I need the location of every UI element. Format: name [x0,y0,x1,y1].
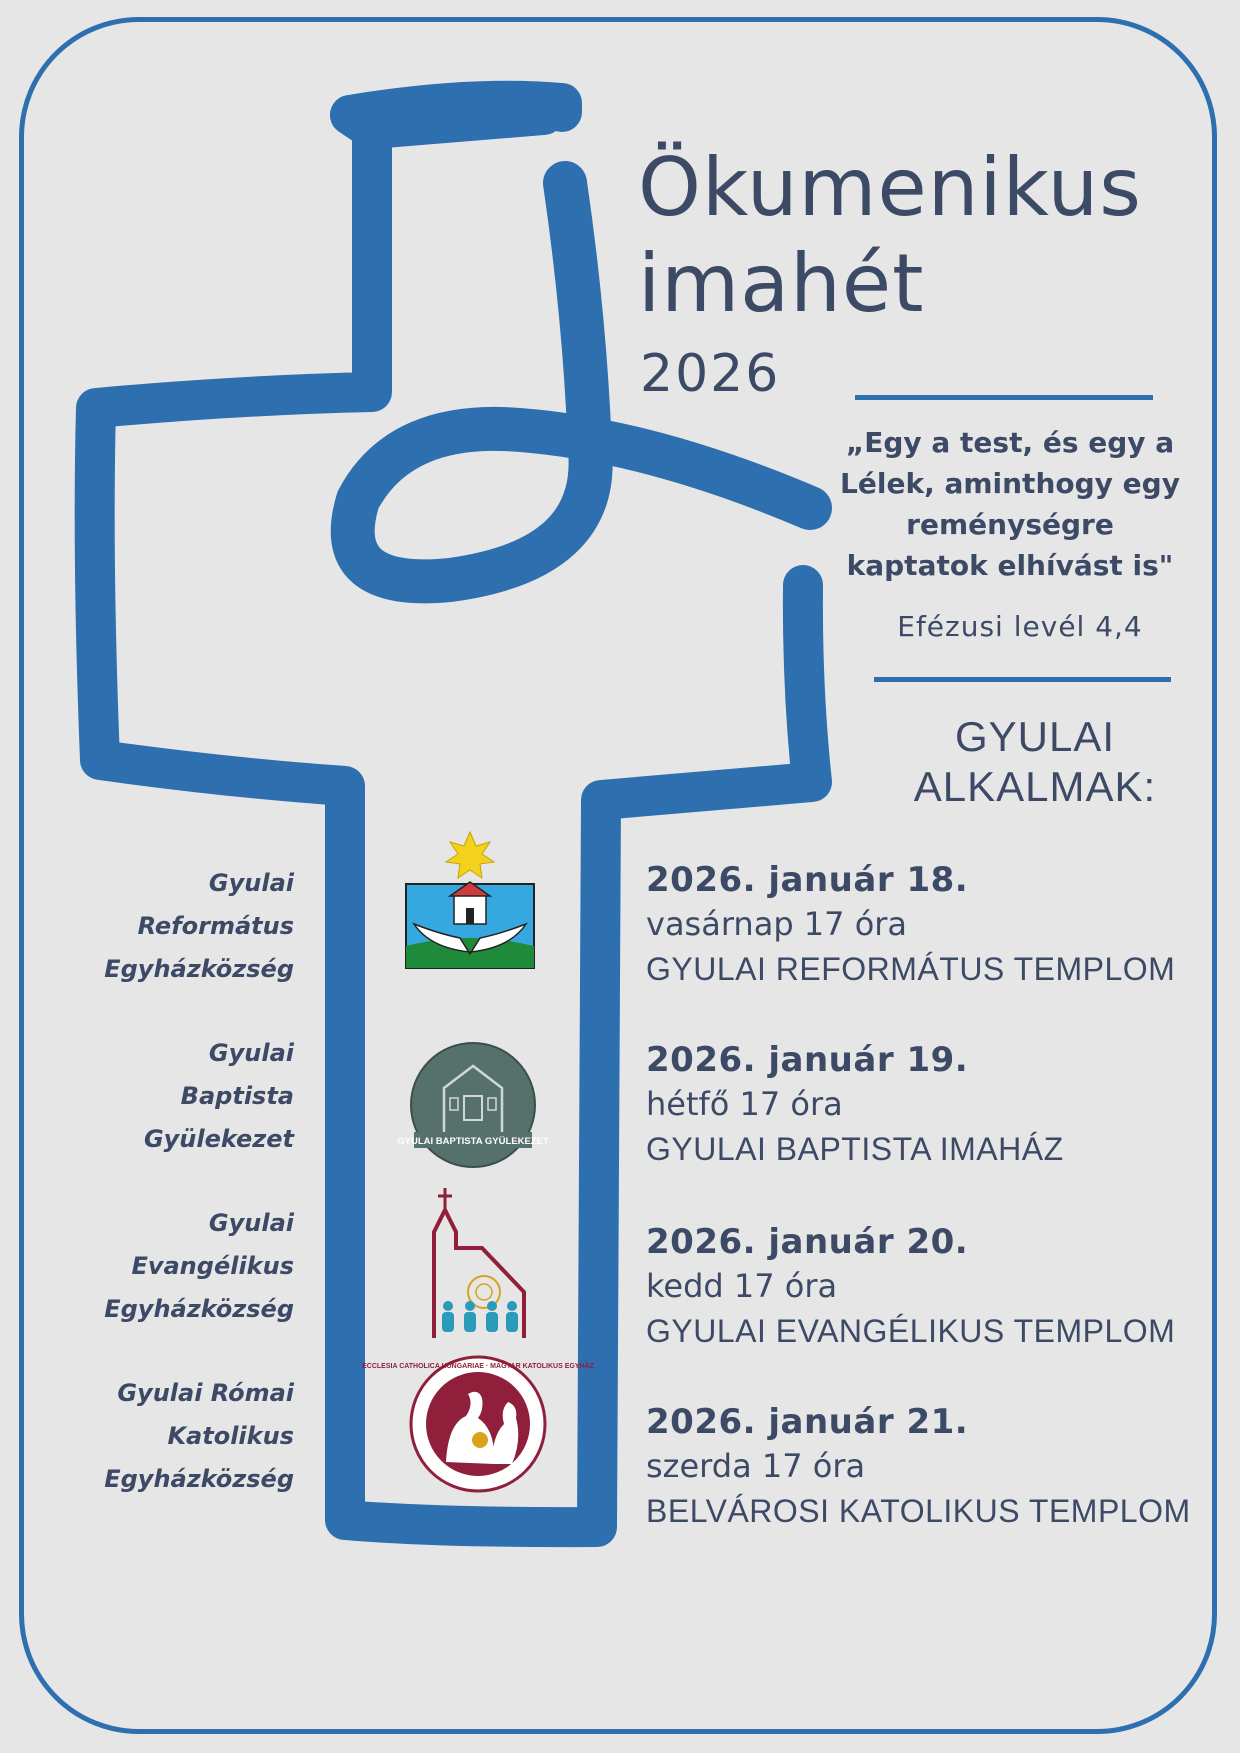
event-place: GYULAI REFORMÁTUS TEMPLOM [646,951,1176,987]
church-name-line: Gyulai [208,869,294,897]
poster-year: 2026 [640,344,781,404]
title-line-1: Ökumenikus [638,141,1142,234]
event-time: kedd 17 óra [646,1267,838,1305]
church-name-line: Katolikus [167,1422,294,1450]
church-name-line: Baptista [180,1082,294,1110]
church-name-line: Evangélikus [131,1252,294,1280]
church-name-line: Egyházközség [104,955,294,983]
quote-line: „Egy a test, és egy a [845,426,1175,459]
poster-title [638,140,1142,332]
quote-line: kaptatok elhívást is" [846,549,1174,582]
quote-line: Lélek, aminthogy egy [840,467,1180,500]
quote-line: reménységre [906,508,1114,541]
lutheran-church-logo-icon [430,1188,530,1340]
event-catholic [646,1400,1216,1534]
church-name-line: Gyulai Római [117,1379,294,1407]
church-name-line: Református [137,912,294,940]
divider-top [855,395,1153,400]
church-name-catholic [80,1372,294,1501]
church-name-line: Egyházközség [104,1295,294,1323]
event-time: vasárnap 17 óra [646,905,908,943]
catholic-seal-caption: ECCLESIA CATHOLICA HUNGARIAE · MAGYAR KATOLIKUS EGYHÁZ [362,1363,594,1370]
church-name-line: Egyházközség [104,1465,294,1493]
church-name-line: Gyulai [208,1039,294,1067]
event-place: BELVÁROSI KATOLIKUS TEMPLOM [646,1493,1191,1529]
event-date: 2026. január 20. [646,1222,969,1262]
event-baptist [646,1038,1216,1172]
church-name-baptist [80,1032,294,1161]
reformed-church-logo-icon [400,830,540,970]
church-name-line: Gyulai [208,1209,294,1237]
divider-bottom [874,677,1171,682]
event-date: 2026. január 19. [646,1040,969,1080]
church-name-lutheran [80,1202,294,1331]
baptist-congregation-logo-icon [397,1040,549,1170]
title-line-2: imahét [638,237,925,330]
bible-quote [830,422,1190,586]
church-name-reformed [80,862,294,991]
event-place: GYULAI BAPTISTA IMAHÁZ [646,1131,1064,1167]
events-heading [880,712,1190,812]
event-place: GYULAI EVANGÉLIKUS TEMPLOM [646,1313,1176,1349]
heading-line-1: GYULAI [954,713,1116,760]
quote-source: Efézusi levél 4,4 [897,610,1143,643]
event-date: 2026. január 18. [646,860,969,900]
catholic-church-seal-icon [362,1354,594,1494]
event-reformed [646,858,1216,992]
event-date: 2026. január 21. [646,1402,969,1442]
baptist-logo-caption: GYULAI BAPTISTA GYÜLEKEZET [397,1136,549,1147]
event-time: hétfő 17 óra [646,1085,843,1123]
event-lutheran [646,1220,1216,1354]
church-name-line: Gyülekezet [143,1125,294,1153]
heading-line-2: ALKALMAK: [913,763,1157,810]
event-time: szerda 17 óra [646,1447,866,1485]
